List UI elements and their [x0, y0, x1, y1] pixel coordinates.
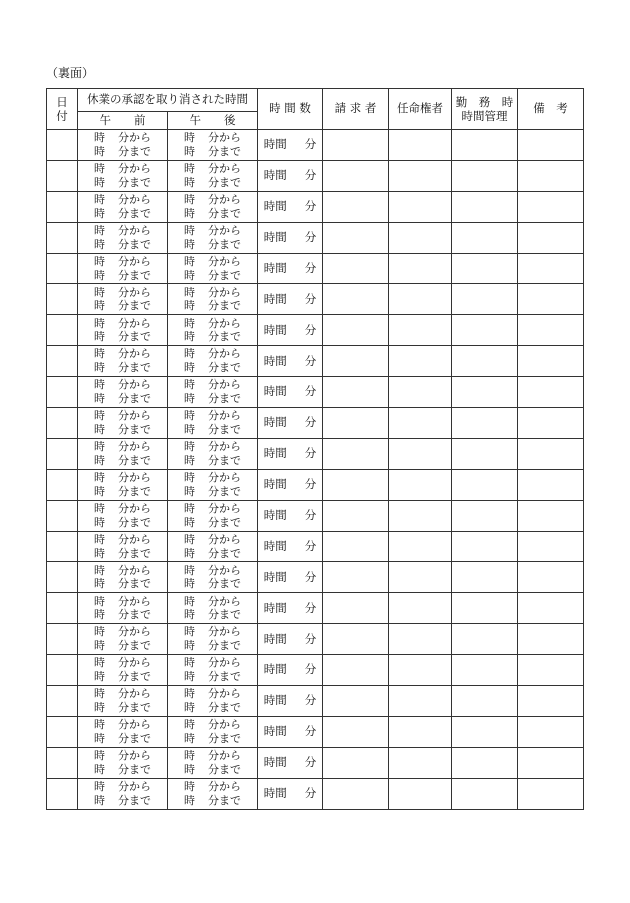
table-row: [47, 377, 584, 408]
pm-time-cell[interactable]: 時 分から 時 分まで: [168, 160, 258, 191]
pm-time-cell[interactable]: 時 分から 時 分まで: [168, 593, 258, 624]
appointer-cell[interactable]: [389, 253, 452, 284]
date-cell[interactable]: [47, 346, 78, 377]
hours-cell[interactable]: 時間 分: [258, 130, 323, 161]
requester-cell[interactable]: [323, 253, 389, 284]
date-cell[interactable]: [47, 778, 78, 809]
work-time-management-cell[interactable]: [452, 191, 518, 222]
pm-time-cell[interactable]: 時 分から 時 分まで: [168, 716, 258, 747]
appointer-cell[interactable]: [389, 408, 452, 439]
requester-cell[interactable]: [323, 222, 389, 253]
date-cell[interactable]: [47, 531, 78, 562]
date-cell[interactable]: [47, 686, 78, 717]
appointer-cell[interactable]: [389, 747, 452, 778]
requester-cell[interactable]: [323, 624, 389, 655]
work-time-management-cell[interactable]: [452, 469, 518, 500]
hours-cell[interactable]: 時間 分: [258, 160, 323, 191]
hours-cell[interactable]: 時間 分: [258, 469, 323, 500]
hours-cell[interactable]: 時間 分: [258, 500, 323, 531]
am-time-cell[interactable]: 時 分から 時 分まで: [78, 130, 168, 161]
work-time-management-cell[interactable]: [452, 130, 518, 161]
hours-cell[interactable]: 時間 分: [258, 253, 323, 284]
pm-time-cell[interactable]: 時 分から 時 分まで: [168, 500, 258, 531]
pm-time-cell[interactable]: 時 分から 時 分まで: [168, 438, 258, 469]
table-row: [47, 531, 584, 562]
work-time-management-cell[interactable]: [452, 222, 518, 253]
date-cell[interactable]: [47, 469, 78, 500]
table-row: [47, 469, 584, 500]
work-time-management-cell[interactable]: [452, 655, 518, 686]
requester-cell[interactable]: [323, 438, 389, 469]
work-time-management-cell[interactable]: [452, 253, 518, 284]
appointer-cell[interactable]: [389, 716, 452, 747]
date-cell[interactable]: [47, 562, 78, 593]
date-cell[interactable]: [47, 222, 78, 253]
remarks-cell[interactable]: [518, 284, 584, 315]
table-row: [47, 686, 584, 717]
remarks-cell[interactable]: [518, 716, 584, 747]
appointer-cell[interactable]: [389, 438, 452, 469]
appointer-cell[interactable]: [389, 191, 452, 222]
table-row: [47, 315, 584, 346]
header-requester: 請 求 者: [323, 89, 389, 130]
hours-cell[interactable]: 時間 分: [258, 624, 323, 655]
table-row: [47, 160, 584, 191]
appointer-cell[interactable]: [389, 315, 452, 346]
remarks-cell[interactable]: [518, 438, 584, 469]
requester-cell[interactable]: [323, 716, 389, 747]
am-time-cell[interactable]: 時 分から 時 分まで: [78, 500, 168, 531]
table-row: [47, 284, 584, 315]
appointer-cell[interactable]: [389, 377, 452, 408]
requester-cell[interactable]: [323, 531, 389, 562]
remarks-cell[interactable]: [518, 593, 584, 624]
pm-time-cell[interactable]: 時 分から 時 分まで: [168, 377, 258, 408]
table-row: [47, 191, 584, 222]
requester-cell[interactable]: [323, 130, 389, 161]
am-time-cell[interactable]: 時 分から 時 分まで: [78, 438, 168, 469]
table-row: [47, 593, 584, 624]
hours-cell[interactable]: 時間 分: [258, 778, 323, 809]
hours-cell[interactable]: 時間 分: [258, 438, 323, 469]
hours-cell[interactable]: 時間 分: [258, 531, 323, 562]
work-time-management-cell[interactable]: [452, 315, 518, 346]
table-row: [47, 747, 584, 778]
remarks-cell[interactable]: [518, 377, 584, 408]
hours-cell[interactable]: 時間 分: [258, 315, 323, 346]
remarks-cell[interactable]: [518, 562, 584, 593]
am-time-cell[interactable]: 時 分から 時 分まで: [78, 408, 168, 439]
leave-cancellation-table: [46, 88, 584, 810]
work-time-management-cell[interactable]: [452, 531, 518, 562]
am-time-cell[interactable]: 時 分から 時 分まで: [78, 222, 168, 253]
remarks-cell[interactable]: [518, 624, 584, 655]
table-row: [47, 562, 584, 593]
am-time-cell[interactable]: 時 分から 時 分まで: [78, 253, 168, 284]
work-time-management-cell[interactable]: [452, 624, 518, 655]
remarks-cell[interactable]: [518, 315, 584, 346]
hours-cell[interactable]: 時間 分: [258, 747, 323, 778]
requester-cell[interactable]: [323, 408, 389, 439]
pm-time-cell[interactable]: 時 分から 時 分まで: [168, 284, 258, 315]
pm-time-cell[interactable]: 時 分から 時 分まで: [168, 130, 258, 161]
am-time-cell[interactable]: 時 分から 時 分まで: [78, 315, 168, 346]
am-time-cell[interactable]: 時 分から 時 分まで: [78, 655, 168, 686]
pm-time-cell[interactable]: 時 分から 時 分まで: [168, 686, 258, 717]
am-time-cell[interactable]: 時 分から 時 分まで: [78, 346, 168, 377]
am-time-cell[interactable]: 時 分から 時 分まで: [78, 593, 168, 624]
requester-cell[interactable]: [323, 315, 389, 346]
am-time-cell[interactable]: 時 分から 時 分まで: [78, 562, 168, 593]
requester-cell[interactable]: [323, 377, 389, 408]
table-row: [47, 716, 584, 747]
appointer-cell[interactable]: [389, 593, 452, 624]
appointer-cell[interactable]: [389, 531, 452, 562]
header-hours: 時 間 数: [258, 89, 323, 130]
hours-cell[interactable]: 時間 分: [258, 377, 323, 408]
work-time-management-cell[interactable]: [452, 438, 518, 469]
hours-cell[interactable]: 時間 分: [258, 562, 323, 593]
work-time-management-cell[interactable]: [452, 562, 518, 593]
appointer-cell[interactable]: [389, 222, 452, 253]
work-time-management-cell[interactable]: [452, 500, 518, 531]
remarks-cell[interactable]: [518, 655, 584, 686]
pm-time-cell[interactable]: 時 分から 時 分まで: [168, 408, 258, 439]
date-cell[interactable]: [47, 408, 78, 439]
am-time-cell[interactable]: 時 分から 時 分まで: [78, 284, 168, 315]
appointer-cell[interactable]: [389, 778, 452, 809]
table-row: [47, 346, 584, 377]
appointer-cell[interactable]: [389, 130, 452, 161]
requester-cell[interactable]: [323, 778, 389, 809]
requester-cell[interactable]: [323, 686, 389, 717]
am-time-cell[interactable]: 時 分から 時 分まで: [78, 469, 168, 500]
remarks-cell[interactable]: [518, 778, 584, 809]
remarks-cell[interactable]: [518, 500, 584, 531]
pm-time-cell[interactable]: 時 分から 時 分まで: [168, 222, 258, 253]
requester-cell[interactable]: [323, 562, 389, 593]
pm-time-cell[interactable]: 時 分から 時 分まで: [168, 655, 258, 686]
requester-cell[interactable]: [323, 655, 389, 686]
am-time-cell[interactable]: 時 分から 時 分まで: [78, 377, 168, 408]
pm-time-cell[interactable]: 時 分から 時 分まで: [168, 346, 258, 377]
requester-cell[interactable]: [323, 160, 389, 191]
header-appointer: 任命権者: [389, 89, 452, 130]
pm-time-cell[interactable]: 時 分から 時 分まで: [168, 191, 258, 222]
requester-cell[interactable]: [323, 346, 389, 377]
appointer-cell[interactable]: [389, 500, 452, 531]
hours-cell[interactable]: 時間 分: [258, 191, 323, 222]
remarks-cell[interactable]: [518, 222, 584, 253]
work-time-management-cell[interactable]: [452, 377, 518, 408]
appointer-cell[interactable]: [389, 346, 452, 377]
date-cell[interactable]: [47, 655, 78, 686]
pm-time-cell[interactable]: 時 分から 時 分まで: [168, 469, 258, 500]
table-row: [47, 655, 584, 686]
requester-cell[interactable]: [323, 747, 389, 778]
date-cell[interactable]: [47, 624, 78, 655]
am-time-cell[interactable]: 時 分から 時 分まで: [78, 160, 168, 191]
pm-time-cell[interactable]: 時 分から 時 分まで: [168, 624, 258, 655]
page-side-label: （裏面）: [46, 66, 95, 80]
header-am: 午 前: [78, 112, 168, 130]
hours-cell[interactable]: 時間 分: [258, 655, 323, 686]
remarks-cell[interactable]: [518, 531, 584, 562]
header-pm: 午 後: [168, 112, 258, 130]
remarks-cell[interactable]: [518, 747, 584, 778]
pm-time-cell[interactable]: 時 分から 時 分まで: [168, 747, 258, 778]
pm-time-cell[interactable]: 時 分から 時 分まで: [168, 315, 258, 346]
remarks-cell[interactable]: [518, 191, 584, 222]
table-row: [47, 500, 584, 531]
hours-cell[interactable]: 時間 分: [258, 284, 323, 315]
remarks-cell[interactable]: [518, 130, 584, 161]
requester-cell[interactable]: [323, 191, 389, 222]
header-row-1: [47, 89, 584, 112]
table-row: [47, 778, 584, 809]
appointer-cell[interactable]: [389, 655, 452, 686]
work-time-management-cell[interactable]: [452, 593, 518, 624]
appointer-cell[interactable]: [389, 284, 452, 315]
am-time-cell[interactable]: 時 分から 時 分まで: [78, 778, 168, 809]
am-time-cell[interactable]: 時 分から 時 分まで: [78, 747, 168, 778]
work-time-management-cell[interactable]: [452, 346, 518, 377]
table-row: [47, 624, 584, 655]
am-time-cell[interactable]: 時 分から 時 分まで: [78, 686, 168, 717]
date-cell[interactable]: [47, 716, 78, 747]
work-time-management-cell[interactable]: [452, 408, 518, 439]
am-time-cell[interactable]: 時 分から 時 分まで: [78, 624, 168, 655]
date-cell[interactable]: [47, 160, 78, 191]
date-cell[interactable]: [47, 438, 78, 469]
date-cell[interactable]: [47, 747, 78, 778]
date-cell[interactable]: [47, 130, 78, 161]
pm-time-cell[interactable]: 時 分から 時 分まで: [168, 531, 258, 562]
requester-cell[interactable]: [323, 593, 389, 624]
date-cell[interactable]: [47, 191, 78, 222]
work-time-management-cell[interactable]: [452, 284, 518, 315]
am-time-cell[interactable]: 時 分から 時 分まで: [78, 191, 168, 222]
requester-cell[interactable]: [323, 469, 389, 500]
header-work-time-management: 勤 務 時 時間管理: [452, 89, 518, 130]
date-cell[interactable]: [47, 284, 78, 315]
date-cell[interactable]: [47, 500, 78, 531]
am-time-cell[interactable]: 時 分から 時 分まで: [78, 716, 168, 747]
requester-cell[interactable]: [323, 284, 389, 315]
work-time-management-cell[interactable]: [452, 686, 518, 717]
hours-cell[interactable]: 時間 分: [258, 716, 323, 747]
remarks-cell[interactable]: [518, 160, 584, 191]
hours-cell[interactable]: 時間 分: [258, 593, 323, 624]
date-cell[interactable]: [47, 253, 78, 284]
work-time-management-cell[interactable]: [452, 747, 518, 778]
am-time-cell[interactable]: 時 分から 時 分まで: [78, 531, 168, 562]
work-time-management-cell[interactable]: [452, 778, 518, 809]
header-remarks: 備 考: [518, 89, 584, 130]
hours-cell[interactable]: 時間 分: [258, 686, 323, 717]
work-time-management-cell[interactable]: [452, 160, 518, 191]
pm-time-cell[interactable]: 時 分から 時 分まで: [168, 562, 258, 593]
hours-cell[interactable]: 時間 分: [258, 346, 323, 377]
table-row: [47, 222, 584, 253]
remarks-cell[interactable]: [518, 346, 584, 377]
appointer-cell[interactable]: [389, 562, 452, 593]
date-cell[interactable]: [47, 315, 78, 346]
hours-cell[interactable]: 時間 分: [258, 222, 323, 253]
remarks-cell[interactable]: [518, 469, 584, 500]
date-cell[interactable]: [47, 377, 78, 408]
table-row: [47, 253, 584, 284]
remarks-cell[interactable]: [518, 253, 584, 284]
appointer-cell[interactable]: [389, 686, 452, 717]
appointer-cell[interactable]: [389, 160, 452, 191]
appointer-cell[interactable]: [389, 469, 452, 500]
remarks-cell[interactable]: [518, 686, 584, 717]
work-time-management-cell[interactable]: [452, 716, 518, 747]
header-date: 日 付: [47, 89, 78, 130]
appointer-cell[interactable]: [389, 624, 452, 655]
date-cell[interactable]: [47, 593, 78, 624]
remarks-cell[interactable]: [518, 408, 584, 439]
table-row: [47, 408, 584, 439]
pm-time-cell[interactable]: 時 分から 時 分まで: [168, 778, 258, 809]
header-cancel-title: 休業の承認を取り消された時間: [78, 89, 258, 112]
pm-time-cell[interactable]: 時 分から 時 分まで: [168, 253, 258, 284]
requester-cell[interactable]: [323, 500, 389, 531]
table-row: [47, 438, 584, 469]
table-row: [47, 130, 584, 161]
hours-cell[interactable]: 時間 分: [258, 408, 323, 439]
